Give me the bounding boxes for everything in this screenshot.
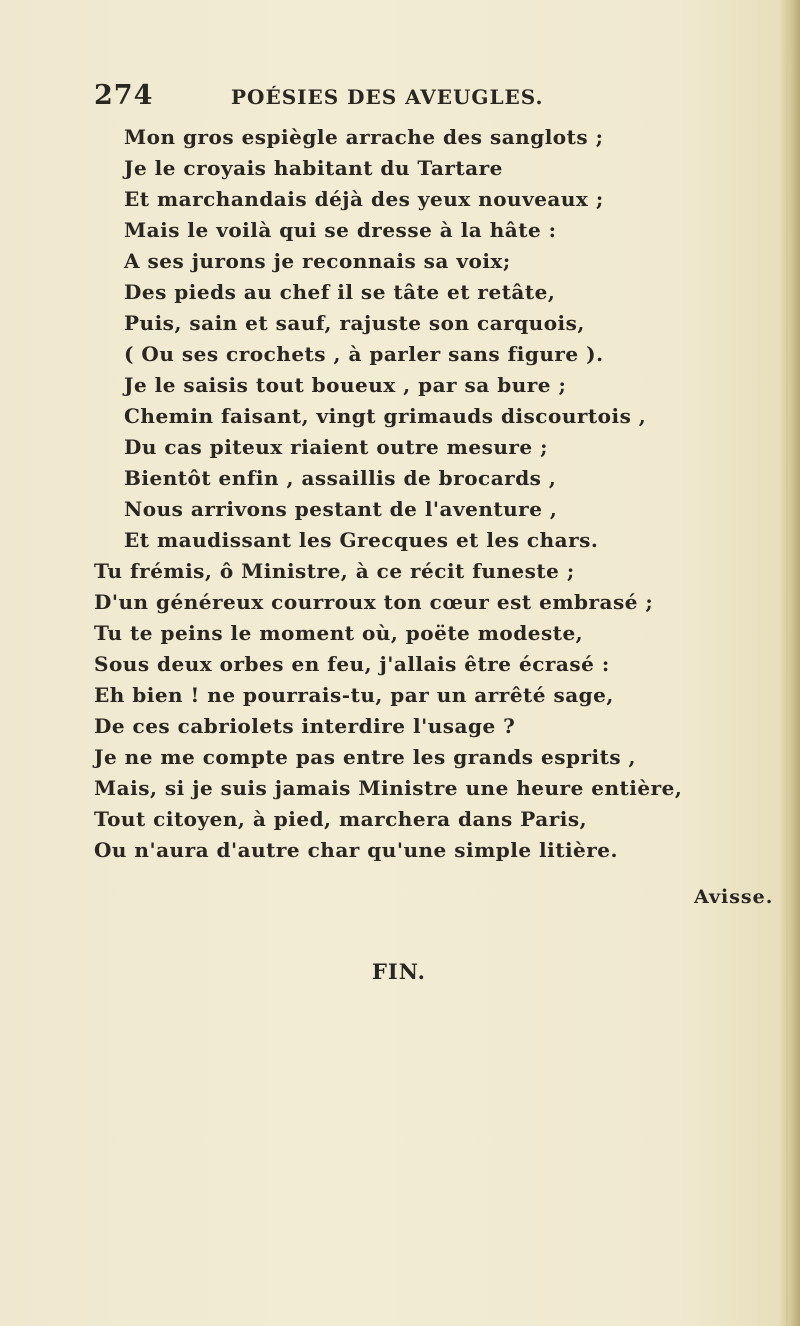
poem-line: Je le croyais habitant du Tartare xyxy=(124,156,503,180)
closing-fin: FIN. xyxy=(372,959,426,984)
poem-line: Et maudissant les Grecques et les chars. xyxy=(124,528,599,552)
poem-line: Mais le voilà qui se dresse à la hâte : xyxy=(124,218,557,242)
poem-line: D'un généreux courroux ton cœur est embrasé ; xyxy=(94,590,654,614)
running-title: POÉSIES DES AVEUGLES. xyxy=(231,85,544,109)
poem-line: Tu te peins le moment où, poëte modeste, xyxy=(94,621,584,645)
poem-line: Je le saisis tout boueux , par sa bure ; xyxy=(124,373,567,397)
poem-line: Mais, si je suis jamais Ministre une heure entière, xyxy=(94,776,683,800)
poem-line: Eh bien ! ne pourrais-tu, par un arrêté sage, xyxy=(94,683,614,707)
poem-line: Sous deux orbes en feu, j'allais être écrasé : xyxy=(94,652,610,676)
poem-line: De ces cabriolets interdire l'usage ? xyxy=(94,714,516,738)
poem-line: A ses jurons je reconnais sa voix; xyxy=(124,249,511,273)
running-head xyxy=(94,78,554,114)
poem-line: Chemin faisant, vingt grimauds discourtois , xyxy=(124,404,647,428)
poem-line: Du cas piteux riaient outre mesure ; xyxy=(124,435,548,459)
poem-line: Des pieds au chef il se tâte et retâte, xyxy=(124,280,556,304)
poem-line: Puis, sain et sauf, rajuste son carquois, xyxy=(124,311,585,335)
poem-line: Nous arrivons pestant de l'aventure , xyxy=(124,497,558,521)
page-edge-shadow xyxy=(778,0,800,1326)
poem-line: ( Ou ses crochets , à parler sans figure ). xyxy=(124,342,604,366)
poem-line: Tu frémis, ô Ministre, à ce récit funeste ; xyxy=(94,559,575,583)
page-number: 274 xyxy=(94,80,154,111)
poem-line: Bientôt enfin , assaillis de brocards , xyxy=(124,466,557,490)
author-signature: Avisse. xyxy=(694,886,774,908)
poem-line: Et marchandais déjà des yeux nouveaux ; xyxy=(124,187,604,211)
poem-line: Mon gros espiègle arrache des sanglots ; xyxy=(124,125,604,149)
poem-line: Tout citoyen, à pied, marchera dans Paris, xyxy=(94,807,588,831)
poem-line: Je ne me compte pas entre les grands esprits , xyxy=(94,745,637,769)
poem-line: Ou n'aura d'autre char qu'une simple litière. xyxy=(94,838,618,862)
